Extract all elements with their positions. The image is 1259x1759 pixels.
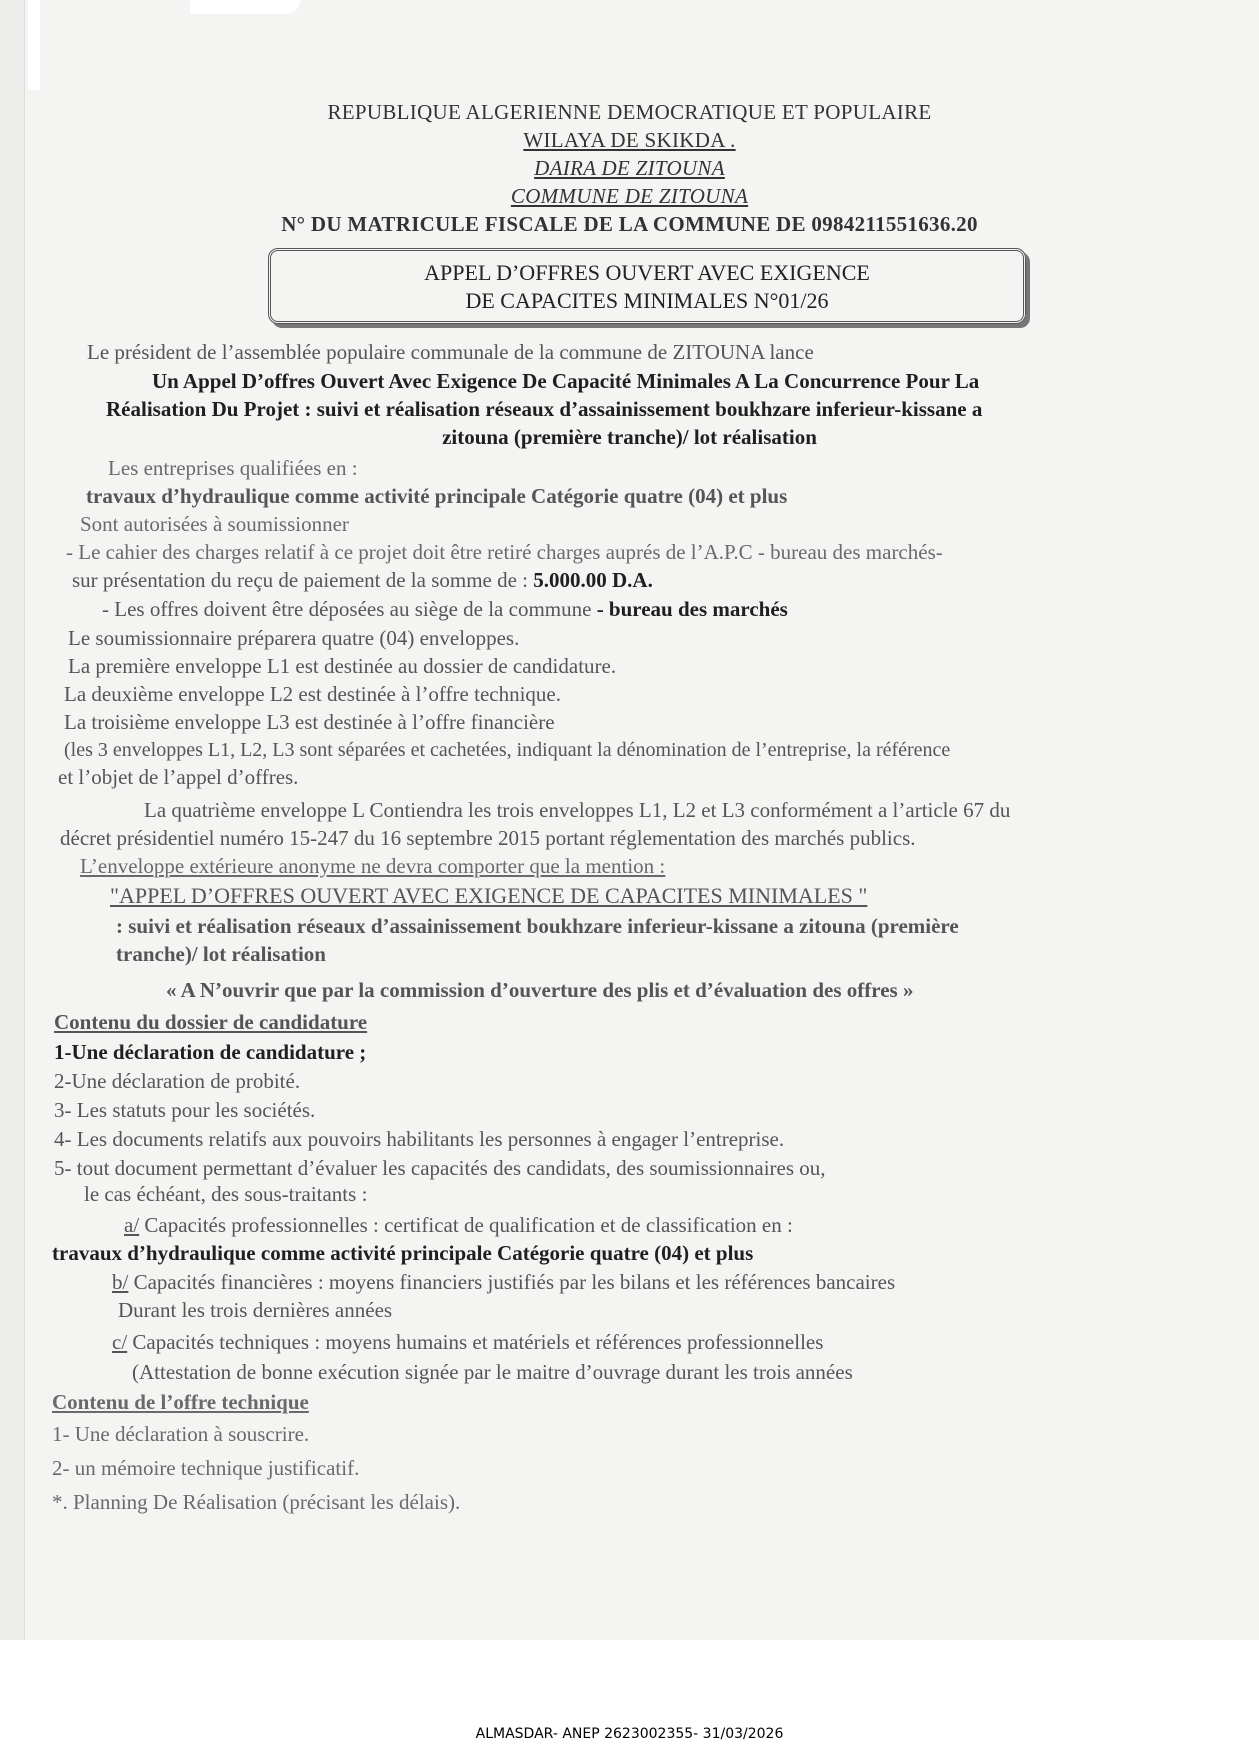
capacity-a-label: a/ [124,1213,140,1237]
candidature-item-3: 3- Les statuts pour les sociétés. [54,1098,316,1122]
tender-title-box [268,248,1026,324]
envelopes-line7: La quatrième enveloppe L Contiendra les trois enveloppes L1, L2 et L3 conformément a l’article 67 du [144,798,1011,822]
envelopes-line6: et l’objet de l’appel d’offres. [58,765,299,789]
candidature-item-5-cont: le cas échéant, des sous-traitants : [84,1182,368,1206]
intro-line4: zitouna (première tranche)/ lot réalisation [442,425,817,449]
capacity-b-text: Capacités financières : moyens financiers justifiés par les bilans et les références bancaires [128,1270,896,1294]
envelopes-line5: (les 3 enveloppes L1, L2, L3 sont séparées et cachetées, indiquant la dénomination de l’entreprise, la référence [64,739,951,761]
envelopes-line2: La première enveloppe L1 est destinée au dossier de candidature. [68,654,617,678]
header-daira: DAIRA DE ZITOUNA [534,156,725,180]
candidature-heading-wrap [54,1010,367,1034]
technique-item-2: 2- un mémoire technique justificatif. [52,1456,360,1480]
cahier-line2 [72,568,653,592]
capacity-a-text: Capacités professionnelles : certificat de qualification et de classification en : [139,1213,793,1237]
cahier-line2-text: sur présentation du reçu de paiement de la somme de : [72,568,534,592]
capacity-a-bold: travaux d’hydraulique comme activité principale Catégorie quatre (04) et plus [52,1241,754,1265]
page-corner [28,0,40,90]
intro-line1: Le président de l’assemblée populaire communale de la commune de ZITOUNA lance [87,340,814,364]
mention-title: "APPEL D’OFFRES OUVERT AVEC EXIGENCE DE CAPACITES MINIMALES " [110,883,868,908]
envelopes-line4: La troisième enveloppe L3 est destinée à l’offre financière [64,710,555,734]
technique-heading: Contenu de l’offre technique [52,1390,309,1414]
envelopes-line8: décret présidentiel numéro 15-247 du 16 septembre 2015 portant réglementation des marchés publics. [60,826,916,850]
capacity-b [112,1270,895,1294]
capacity-a [124,1213,793,1237]
depot-bureau: - bureau des marchés [596,597,788,621]
envelopes-line3: La deuxième enveloppe L2 est destinée à l’offre technique. [64,682,561,706]
mention-line1: : suivi et réalisation réseaux d’assainissement boukhzare inferieur-kissane a zitouna (première [116,914,959,938]
capacity-c-text: Capacités techniques : moyens humains et matériels et références professionnelles [127,1330,824,1354]
candidature-item-4: 4- Les documents relatifs aux pouvoirs habilitants les personnes à engager l’entreprise. [54,1127,785,1151]
envelopes-line9 [80,854,665,878]
envelopes-line1: Le soumissionnaire préparera quatre (04) enveloppes. [68,626,520,650]
capacity-b-label: b/ [112,1270,129,1294]
header-commune: COMMUNE DE ZITOUNA [510,184,749,208]
depot-line [102,597,788,621]
mention-line2: tranche)/ lot réalisation [116,942,326,966]
header-commune-wrap [0,184,1259,208]
mention-title-wrap [110,884,867,908]
page-edge [0,0,25,1640]
capacity-b-cont: Durant les trois dernières années [118,1298,393,1322]
candidature-item-5: 5- tout document permettant d’évaluer les capacités des candidats, des soumissionnaires ou, [54,1156,826,1180]
page-notch [190,0,300,14]
intro-line3: Réalisation Du Projet : suivi et réalisation réseaux d’assainissement boukhzare inferieur-kissane a [106,397,983,421]
cahier-line1: - Le cahier des charges relatif à ce projet doit être retiré charges auprés de l’A.P.C - bureau des marchés- [66,540,943,564]
technique-item-3: *. Planning De Réalisation (précisant les délais). [52,1490,461,1514]
cahier-amount: 5.000.00 D.A. [533,568,653,592]
candidature-item-1: 1-Une déclaration de candidature ; [54,1040,367,1064]
intro-line2: Un Appel D’offres Ouvert Avec Exigence De Capacité Minimales A La Concurrence Pour La [152,369,980,393]
tender-title-line1: APPEL D’OFFRES OUVERT AVEC EXIGENCE [424,260,870,285]
eligibility-line1: Les entreprises qualifiées en : [108,456,358,480]
publication-footer: ALMASDAR- ANEP 2623002355- 31/03/2026 [475,1726,784,1742]
header-daira-wrap [0,156,1259,180]
header-wilaya: WILAYA DE SKIKDA . [523,128,736,152]
envelopes-line9-text: L’enveloppe extérieure anonyme ne devra comporter que la mention : [80,854,666,878]
capacity-c [112,1330,823,1354]
mention-line3: « A N’ouvrir que par la commission d’ouverture des plis et d’évaluation des offres » [166,978,914,1002]
capacity-c-label: c/ [112,1330,128,1354]
eligibility-line3: Sont autorisées à soumissionner [80,512,349,536]
header-republic: REPUBLIQUE ALGERIENNE DEMOCRATIQUE ET POPULAIRE [327,100,932,124]
capacity-c-cont: (Attestation de bonne exécution signée par le maitre d’ouvrage durant les trois années [132,1360,853,1384]
eligibility-line2: travaux d’hydraulique comme activité principale Catégorie quatre (04) et plus [86,484,788,508]
depot-text: - Les offres doivent être déposées au siège de la commune [102,597,597,621]
candidature-item-2: 2-Une déclaration de probité. [54,1069,301,1093]
tender-title-line2: DE CAPACITES MINIMALES N°01/26 [465,288,829,313]
technique-heading-wrap [52,1390,309,1414]
technique-item-1: 1- Une déclaration à souscrire. [52,1422,310,1446]
header-wilaya-wrap [0,128,1259,152]
candidature-heading: Contenu du dossier de candidature [54,1010,368,1034]
header-fiscal-number: N° DU MATRICULE FISCALE DE LA COMMUNE DE 0984211551636.20 [281,212,978,236]
